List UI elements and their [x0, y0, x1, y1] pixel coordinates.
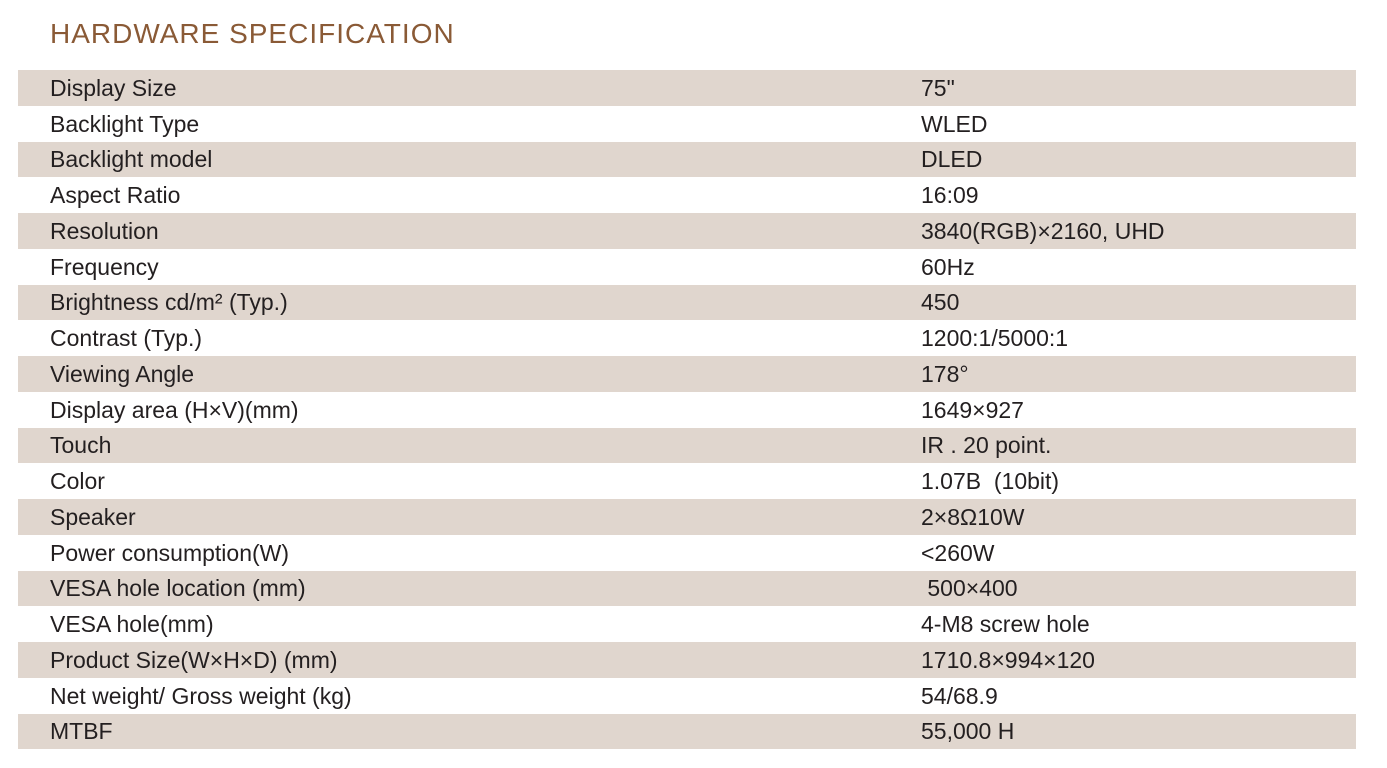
spec-value: 178° [921, 360, 969, 387]
spec-label: Frequency [50, 253, 159, 280]
spec-value: 75" [921, 74, 955, 101]
spec-label: Backlight Type [50, 110, 200, 137]
spec-value: 1.07B (10bit) [921, 468, 1060, 495]
table-row [18, 714, 1356, 750]
table-row [18, 285, 1356, 321]
spec-label: Resolution [50, 217, 159, 244]
table-row [18, 463, 1356, 499]
spec-value: 2×8Ω10W [921, 503, 1025, 530]
table-row [18, 249, 1356, 285]
spec-label: Display Size [50, 74, 177, 101]
spec-value: 4-M8 screw hole [921, 611, 1090, 638]
spec-value: 60Hz [921, 253, 975, 280]
table-row [18, 428, 1356, 464]
spec-value: 54/68.9 [921, 682, 998, 709]
spec-value: IR . 20 point. [921, 432, 1052, 459]
spec-label: Display area (H×V)(mm) [50, 396, 299, 423]
spec-value: 55,000 H [921, 718, 1015, 745]
table-row [18, 642, 1356, 678]
table-row [18, 571, 1356, 607]
page-title: HARDWARE SPECIFICATION [50, 18, 455, 49]
spec-table [18, 70, 1356, 749]
spec-value: <260W [921, 539, 995, 566]
spec-label: MTBF [50, 718, 113, 745]
table-row [18, 535, 1356, 571]
spec-label: VESA hole location (mm) [50, 575, 306, 602]
table-row [18, 106, 1356, 142]
spec-label: Aspect Ratio [50, 182, 181, 209]
spec-value: WLED [921, 110, 988, 137]
spec-value: 1649×927 [921, 396, 1024, 423]
spec-label: Brightness cd/m² (Typ.) [50, 289, 288, 316]
table-row [18, 320, 1356, 356]
spec-value: 1710.8×994×120 [921, 646, 1095, 673]
spec-label: Speaker [50, 503, 136, 530]
spec-label: Contrast (Typ.) [50, 325, 203, 352]
spec-value: 1200:1/5000:1 [921, 325, 1069, 352]
spec-label: Color [50, 468, 105, 495]
spec-label: Backlight model [50, 146, 213, 173]
table-row [18, 142, 1356, 178]
spec-label: Power consumption(W) [50, 539, 290, 566]
spec-label: VESA hole(mm) [50, 611, 214, 638]
spec-value: 450 [921, 289, 960, 316]
spec-value: 500×400 [921, 575, 1018, 602]
table-row [18, 678, 1356, 714]
spec-value: DLED [921, 146, 983, 173]
table-row [18, 70, 1356, 106]
table-row [18, 177, 1356, 213]
spec-value: 16:09 [921, 182, 979, 209]
spec-label: Product Size(W×H×D) (mm) [50, 646, 338, 673]
spec-value: 3840(RGB)×2160, UHD [921, 217, 1165, 244]
table-row [18, 606, 1356, 642]
spec-label: Viewing Angle [50, 360, 195, 387]
table-row [18, 356, 1356, 392]
spec-label: Touch [50, 432, 112, 459]
table-row [18, 392, 1356, 428]
table-row [18, 213, 1356, 249]
spec-label: Net weight/ Gross weight (kg) [50, 682, 352, 709]
table-row [18, 499, 1356, 535]
